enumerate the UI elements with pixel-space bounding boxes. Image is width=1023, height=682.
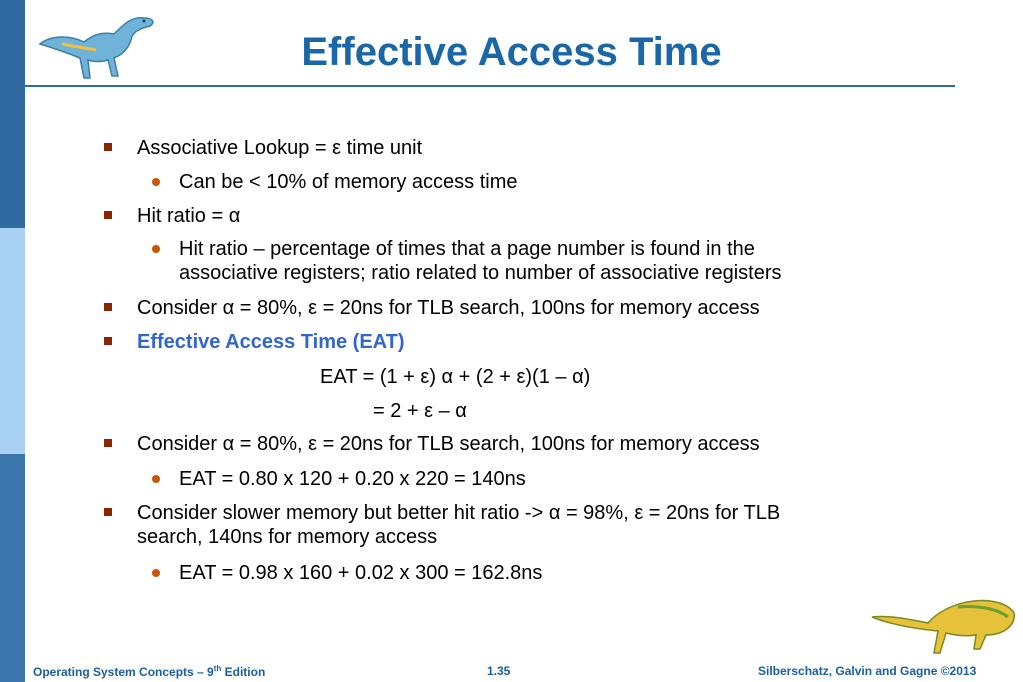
slide-title: Effective Access Time [301,30,722,74]
footer-authors: Silberschatz, Galvin and Gagne ©2013 [758,664,977,678]
bullet-eat-heading: Effective Access Time (EAT) [137,331,405,353]
sub-bullet-eat-162: EAT = 0.98 x 160 + 0.02 x 300 = 162.8ns [179,562,543,584]
sub-bullet-hit-ratio-def-1: Hit ratio – percentage of times that a page number is found in the [179,238,755,260]
square-bullet-icon [104,337,112,345]
square-bullet-icon [104,211,112,219]
eat-equation: EAT = (1 + ε) α + (2 + ε)(1 – α) [320,366,591,388]
square-bullet-icon [104,508,112,516]
round-bullet-icon [152,475,160,483]
round-bullet-icon [152,178,160,186]
bullet-slower-memory-1: Consider slower memory but better hit ratio -> α = 98%, ε = 20ns for TLB [137,502,781,524]
round-bullet-icon [152,569,160,577]
footer-book-title [33,664,265,679]
sub-bullet-eat-140: EAT = 0.80 x 120 + 0.20 x 220 = 140ns [179,468,526,490]
eat-equation-simplified: = 2 + ε – α [373,400,467,422]
square-bullet-icon [104,303,112,311]
footer-book-title-sup: th [213,664,222,673]
footer-slide-number: 1.35 [487,664,511,678]
bullet-slower-memory-2: search, 140ns for memory access [137,526,438,548]
footer-book-title-main: Operating System Concepts – 9 [33,665,214,679]
bullet-consider-1: Consider α = 80%, ε = 20ns for TLB search, 100ns for memory access [137,297,760,319]
footer-book-title-edition: Edition [221,665,266,679]
bullet-hit-ratio: Hit ratio = α [137,205,241,227]
bullet-consider-2: Consider α = 80%, ε = 20ns for TLB search, 100ns for memory access [137,433,760,455]
sub-bullet-lookup-time: Can be < 10% of memory access time [179,171,518,193]
sub-bullet-hit-ratio-def-2: associative registers; ratio related to number of associative registers [179,262,782,284]
square-bullet-icon [104,439,112,447]
dinosaur-footer-icon [868,585,1018,657]
square-bullet-icon [104,143,112,151]
round-bullet-icon [152,245,160,253]
bullet-associative-lookup: Associative Lookup = ε time unit [137,137,423,159]
